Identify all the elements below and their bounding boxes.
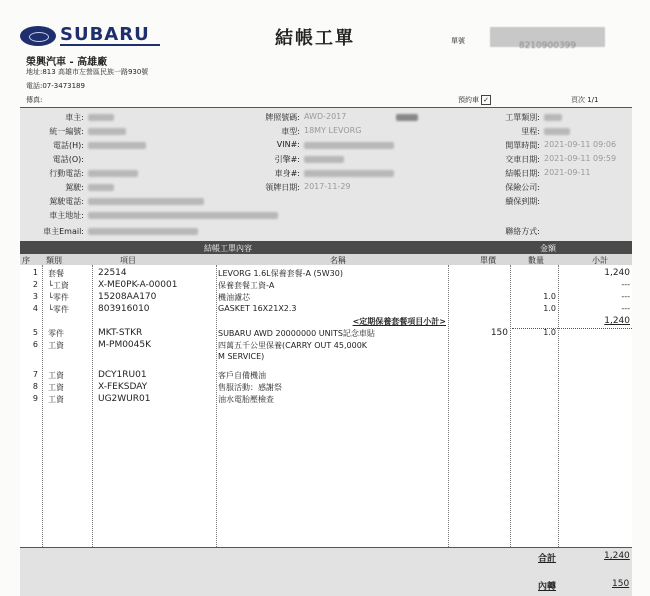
subaru-logo [20,26,160,46]
line-name: M SERVICE) [218,352,265,361]
vin-label: VIN#: [276,140,300,149]
line-number: 6 [32,340,38,349]
table-row [20,328,632,340]
line-item-code: X-FEKSDAY [98,382,148,392]
document-title: 結帳工單 [275,28,355,49]
col-price: 單價 [480,256,496,265]
line-quantity: 1.0 [543,328,556,337]
line-subtotal: 1,240 [604,316,630,326]
brand-name: SUBARU [60,26,160,46]
owner-address-label: 車主地址: [49,211,84,220]
amount-title: 金額 [540,244,556,253]
table-row [20,268,632,280]
line-name: GASKET 16X21X2.3 [218,304,297,313]
line-item-code: UG2WUR01 [98,394,151,404]
page-indicator: 頁次 1/1 [571,96,599,104]
col-type: 類別 [46,256,62,265]
table-row [20,382,632,394]
order-type-label: 工單類別: [505,113,540,122]
col-subtotal: 小計 [592,256,608,265]
line-name: 油水電胎壓檢查 [218,395,274,404]
line-subtotal: --- [621,280,630,289]
inner-transfer-value: 150 [612,579,630,589]
mileage-label: 里程: [521,127,540,136]
line-number: 8 [32,382,38,391]
company-address: 地址:813 高雄市左營區民族一路930號 [26,68,149,76]
line-type: 工資 [48,371,64,380]
mobile-label: 行動電話: [49,169,84,178]
model-value: 18MY LEVORG [304,126,362,135]
col-qty: 數量 [528,256,544,265]
line-items-table [20,265,632,547]
deliver-date-label: 交車日期: [505,155,540,164]
line-subtotal: --- [621,292,630,301]
close-date-label: 結帳日期: [505,169,540,178]
line-quantity: 1.0 [543,304,556,313]
line-quantity: 1.0 [543,292,556,301]
line-name: SUBARU AWD 20000000 UNITS記念車貼 [218,329,375,338]
reservation-checkbox[interactable]: ✓ [481,95,491,105]
subtotal-divider [512,328,632,329]
renew-date-label: 續保到期: [505,197,540,206]
vehicle-info-panel [20,107,632,242]
owner-label: 車主: [65,113,84,122]
line-price: 150 [490,328,508,338]
totals-panel [20,547,632,596]
insurance-label: 保險公司: [505,183,540,192]
line-item-code: DCY1RU01 [98,370,147,380]
reservation-indicator [458,95,491,105]
line-number: 4 [32,304,38,313]
subaru-star-icon [20,26,56,46]
table-row [20,292,632,304]
table-row [20,352,632,364]
company-name: 榮興汽車 - 高雄廠 [26,57,108,68]
table-row [20,394,632,406]
table-row [20,280,632,292]
line-type: 工資 [48,395,64,404]
line-item-code: MKT-STKR [98,328,143,338]
phone-o-label: 電話(O): [52,155,84,164]
model-label: 車型: [281,127,300,136]
line-name: 客戶自備機油 [218,371,266,380]
line-item-code: 803916010 [98,304,150,314]
deliver-date-value: 2021-09-11 09:59 [544,154,617,163]
line-type: └零件 [48,293,69,302]
tax-id-label: 統一編號: [49,127,84,136]
total-value: 1,240 [604,551,630,561]
order-number: 8210900399 [490,27,605,47]
line-number: 9 [32,394,38,403]
driver-phone-label: 駕駛電話: [49,197,84,206]
line-name: 售服活動：感謝祭 [218,383,282,392]
col-item: 項目 [120,256,136,265]
line-item-code: M-PM0045K [98,340,152,350]
line-number: 3 [32,292,38,301]
col-name: 名稱 [330,256,346,265]
table-row [20,340,632,352]
table-row [20,370,632,382]
line-number: 1 [32,268,38,277]
section-header [20,241,632,254]
line-name: 保養套餐工資-A [218,281,275,290]
open-time-value: 2021-09-11 09:06 [544,140,617,149]
line-item-code: 22514 [98,268,127,278]
owner-email-label: 車主Email: [43,227,84,236]
table-row [20,304,632,316]
line-type: └工資 [48,281,69,290]
line-number: 7 [32,370,38,379]
total-label: 合計 [538,554,557,564]
line-item-code: 15208AA170 [98,292,157,302]
line-name: 四萬五千公里保養(CARRY OUT 45,000K [218,341,368,350]
engine-label: 引擎#: [274,155,300,164]
license-date-value: 2017-11-29 [304,182,351,191]
reservation-label: 預約車 [458,96,479,104]
phone-h-label: 電話(H): [53,141,84,150]
line-number: 5 [32,328,38,337]
line-name: 機油濾芯 [218,293,250,302]
body-label: 車身#: [274,169,300,178]
col-no: 序 [22,256,30,265]
line-number: 2 [32,280,38,289]
plate-value: AWD-2017 [304,112,347,121]
driver-label: 駕駛: [65,183,84,192]
line-name: <定期保養套餐項目小計> [352,317,446,326]
line-name: LEVORG 1.6L保養套餐-A (5W30) [218,269,343,278]
line-subtotal: --- [621,304,630,313]
contact-label: 聯絡方式: [505,227,540,236]
line-type: 套餐 [48,269,64,278]
plate-label: 牌照號碼: [265,113,300,122]
line-subtotal: 1,240 [604,268,630,278]
line-type: └零件 [48,305,69,314]
open-time-label: 開單時間: [505,141,540,150]
license-date-label: 領牌日期: [265,183,300,192]
content-title: 結帳工單內容 [204,244,252,253]
order-number-label: 單號 [451,37,465,45]
line-type: 工資 [48,341,64,350]
line-type: 零件 [48,329,64,338]
line-type: 工資 [48,383,64,392]
company-phone: 電話:07-3473189 [26,82,85,90]
table-row [20,316,632,328]
close-date-value: 2021-09-11 [544,168,591,177]
company-fax: 傳真: [26,96,43,104]
inner-transfer-label: 內轉 [538,582,557,592]
line-item-code: X-ME0PK-A-00001 [98,280,178,290]
